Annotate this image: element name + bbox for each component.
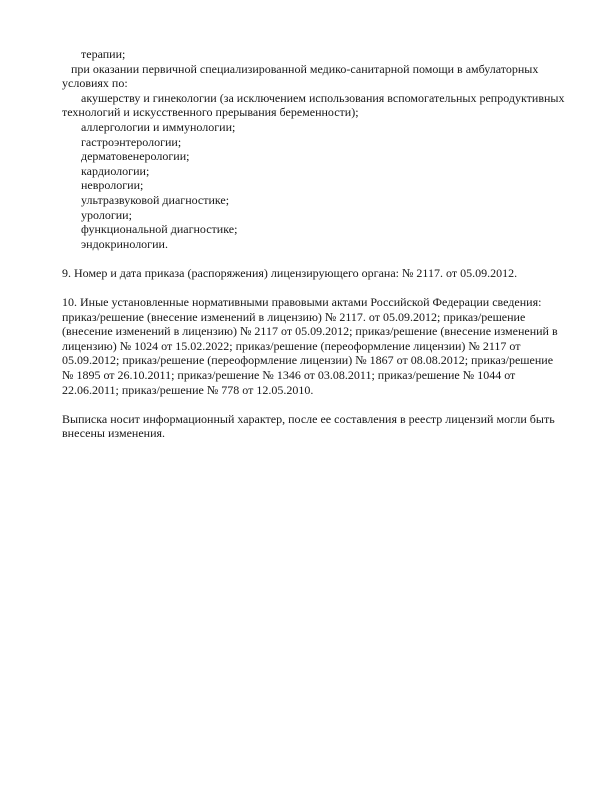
text-line: при оказании первичной специализированной медико-санитарной помощи в амбулаторных (71, 61, 539, 76)
text-line: приказ/решение (внесение изменений в лицензию) № 2117. от 05.09.2012; приказ/решение (62, 309, 526, 324)
text-line: аллергологии и иммунологии; (81, 119, 236, 134)
text-line: 22.06.2011; приказ/решение № 778 от 12.05.2010. (62, 382, 314, 397)
text-line: кардиологии; (81, 163, 150, 178)
order-number-paragraph (62, 266, 570, 281)
text-line: Выписка носит информационный характер, после ее составления в реестр лицензий могли быть (62, 411, 555, 426)
text-line: № 1895 от 26.10.2011; приказ/решение № 1346 от 03.08.2011; приказ/решение № 1044 от (62, 368, 516, 383)
text-line: гастроэнтерологии; (81, 134, 182, 149)
disclaimer-paragraph (62, 412, 570, 441)
text-line: условиях по: (62, 76, 128, 91)
text-line: функциональной диагностике; (81, 222, 238, 237)
text-line: акушерству и гинекологии (за исключением использования вспомогательных репродуктивных (81, 90, 565, 105)
text-line: внесены изменения. (62, 426, 166, 441)
text-line: ультразвуковой диагностике; (81, 192, 230, 207)
other-info-paragraph (62, 295, 570, 397)
text-line: дерматовенерологии; (81, 149, 190, 164)
medical-activities-list (62, 47, 570, 251)
text-line: (внесение изменений в лицензию) № 2117 от 05.09.2012; приказ/решение (внесение изменений в (62, 324, 558, 339)
text-line: урологии; (81, 207, 132, 222)
order-number-text: 9. Номер и дата приказа (распоряжения) лицензирующего органа: № 2117. от 05.09.2012. (62, 265, 518, 280)
text-line: лицензию) № 1024 от 15.02.2022; приказ/решение (переоформление лицензии) № 2117 от (62, 338, 521, 353)
text-line: эндокринологии. (81, 236, 168, 251)
text-line: 10. Иные установленные нормативными правовыми актами Российской Федерации сведения: (62, 295, 542, 310)
text-line: технологий и искусственного прерывания беременности); (62, 105, 359, 120)
text-line: 05.09.2012; приказ/решение (переоформление лицензии) № 1867 от 08.08.2012; приказ/решение (62, 353, 554, 368)
text-line: неврологии; (81, 178, 144, 193)
text-line: терапии; (81, 47, 126, 61)
